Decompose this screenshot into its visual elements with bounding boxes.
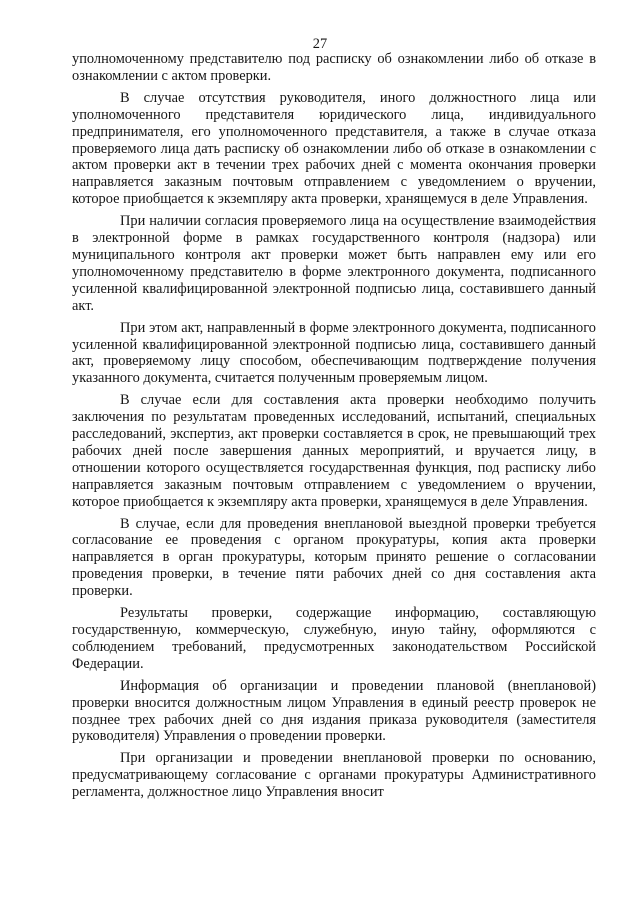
paragraph-9: При организации и проведении внеплановой проверки по основанию, предусматривающему согласование с органами прокуратуры Административного регламента, должностное лицо Управления вносит: [72, 750, 596, 801]
paragraph-7: Результаты проверки, содержащие информацию, составляющую государственную, коммерческую, служебную, иную тайну, оформляются с соблюдением требований, предусмотренных законодательством Российской Федерации.: [72, 605, 596, 672]
paragraph-3: При наличии согласия проверяемого лица на осуществление взаимодействия в электронной форме в рамках государственного контроля (надзора) или муниципального контроля акт проверки может быть направлен ему или его уполномоченному представителю в форме электронного документа, подписанного усиленной квалифицированной электронной подписью лица, составившего данный акт.: [72, 213, 596, 314]
page-number: 27: [312, 36, 328, 52]
paragraph-4: При этом акт, направленный в форме электронного документа, подписанного усиленной квалифицированной электронной подписью лица, составившего данный акт, проверяемому лицу способом, обеспечивающим подтверждение получения указанного документа, считается полученным проверяемым лицом.: [72, 319, 596, 387]
paragraph-2: В случае отсутствия руководителя, иного должностного лица или уполномоченного представителя юридического лица, индивидуального предпринимателя, его уполномоченного представителя, а также в случае отказа проверяемого лица дать расписку об ознакомлении либо об отказе в ознакомлении с актом проверки акт в течении трех рабочих дней с момента окончания проверки направляется заказным почтовым отправлением с уведомлением о вручении, которое приобщается к экземпляру акта проверки, хранящемуся в деле Управления.: [72, 89, 596, 208]
paragraph-8: Информация об организации и проведении плановой (внеплановой) проверки вносится должностным лицом Управления в единый реестр проверок не позднее трех рабочих дней со дня издания приказа руководителя (заместителя руководителя) Управления о проведении проверки.: [72, 677, 596, 745]
paragraph-1: уполномоченному представителю под расписку об ознакомлении либо об отказе в ознакомлении с актом проверки.: [72, 51, 596, 84]
paragraph-6: В случае, если для проведения внеплановой выездной проверки требуется согласование ее проведения с органом прокуратуры, копия акта проверки направляется в орган прокуратуры, которым принято решение о согласовании проведения проверки, в течение пяти рабочих дней со дня составления акта проверки.: [72, 515, 596, 600]
document-body: [72, 51, 596, 806]
paragraph-5: В случае если для составления акта проверки необходимо получить заключения по результатам проведенных исследований, испытаний, специальных расследований, экспертиз, акт проверки составляется в срок, не превышающий трех рабочих дней после завершения данных мероприятий, и вручается лицу, в отношении которого осуществляется государственная функция, под расписку либо направляется заказным почтовым отправлением с уведомлением о вручении, которое приобщается к экземпляру акта проверки, хранящемуся в деле Управления.: [72, 392, 596, 510]
